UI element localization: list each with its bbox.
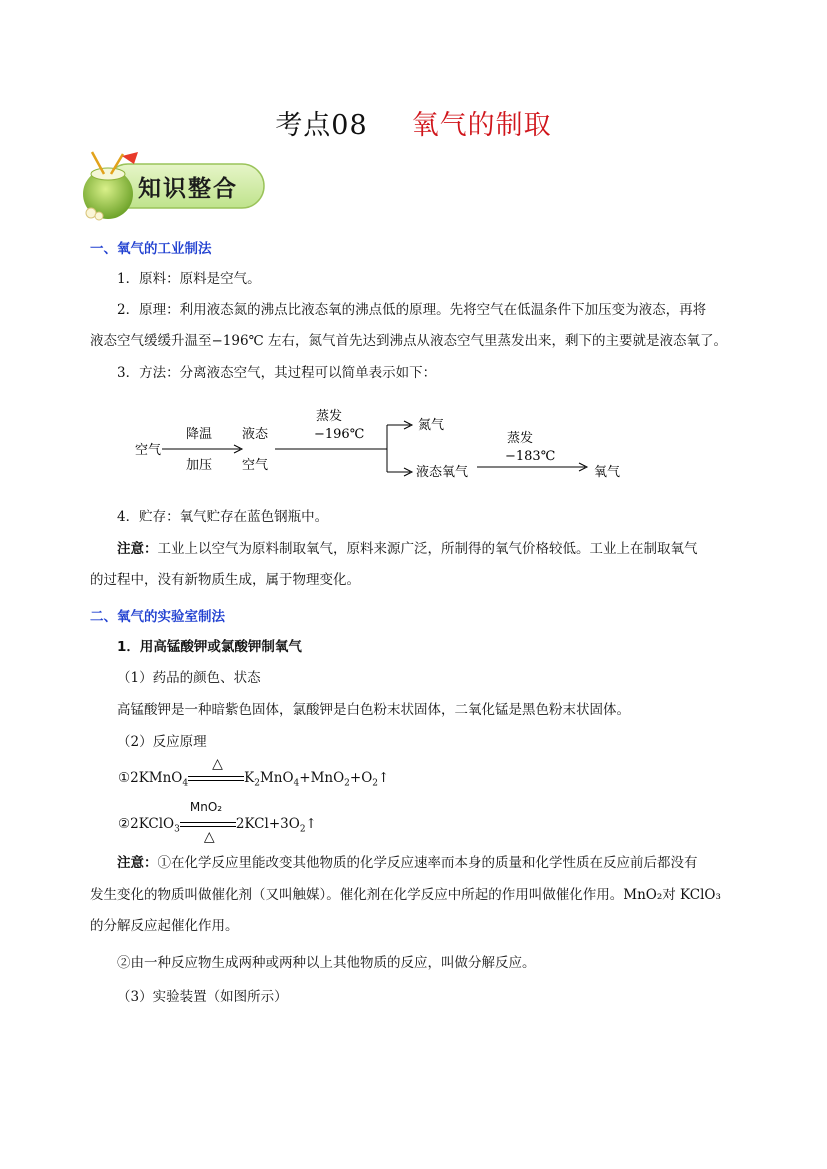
flow-step1-top: 降温 — [186, 427, 213, 442]
eq1-sub-d: 2 — [372, 778, 379, 789]
eq1-heat: △ — [212, 755, 223, 772]
section1-note-line1 — [90, 534, 750, 564]
eq2-gas-arrow: ↑ — [305, 816, 317, 832]
flow-mid-top: 液态 — [242, 427, 269, 442]
equation-2 — [118, 799, 317, 845]
flow-step1-bottom: 加压 — [186, 458, 213, 473]
eq2-condition-sign — [180, 799, 236, 845]
eq2-catalyst: MnO₂ — [189, 799, 223, 814]
section2-p1: （1）药品的颜色、状态 — [117, 670, 261, 686]
title-number: 考点08 — [275, 110, 368, 141]
flow-end: 氧气 — [594, 465, 621, 480]
eq1-sub-a: 4 — [182, 778, 189, 789]
section2-heading: 二、氧气的实验室制法 — [90, 609, 225, 625]
section2-note1-line3: 的分解反应起催化作用。 — [90, 918, 239, 934]
eq2-sub-b: 2 — [299, 824, 306, 835]
note2-label: 注意： — [117, 855, 158, 871]
section2-p1-text: 高锰酸钾是一种暗紫色固体，氯酸钾是白色粉末状固体，二氧化锰是黑色粉末状固体。 — [117, 702, 630, 718]
section1-item2-line1: 2．原理：利用液态氮的沸点比液态氧的沸点低的原理。先将空气在低温条件下加压变为液态，再将 — [117, 302, 707, 318]
section1-item3: 3．方法：分离液态空气，其过程可以简单表示如下： — [117, 365, 437, 381]
flow-start: 空气 — [135, 443, 162, 458]
badge-label: 知识整合 — [138, 176, 238, 202]
section2-sub1: 1．用高锰酸钾或氯酸钾制氧气 — [117, 639, 302, 655]
title-name: 氧气的制取 — [411, 110, 552, 141]
section1-item4: 4．贮存：氧气贮存在蓝色钢瓶中。 — [117, 509, 329, 525]
eq2-sub-a: 3 — [174, 824, 180, 835]
eq2-heat: △ — [203, 828, 215, 845]
page-title — [0, 103, 827, 142]
section2-p3: （3）实验装置（如图所示） — [117, 989, 288, 1005]
flow-mid-bottom: 空气 — [242, 458, 269, 473]
eq1-condition-sign — [188, 755, 244, 786]
note-text: 工业上以空气为原料制取氧气，原料来源广泛，所制得的氧气价格较低。工业上在制取氧气 — [157, 541, 698, 557]
eq1-gas-arrow: ↑ — [378, 770, 390, 786]
eq1-sub-k: 2 — [254, 778, 260, 789]
section2-note1-line1 — [90, 848, 750, 878]
note-label: 注意： — [117, 541, 158, 557]
note2-text: ①在化学反应里能改变其他物质的化学反应速率而本身的质量和化学性质在反应前后都没有 — [157, 855, 698, 871]
flow-step3-temp: −183℃ — [505, 449, 556, 464]
section1-item2-line2: 液态空气缓缓升温至−196℃ 左右，氮气首先达到沸点从液态空气里蒸发出来，剩下的主要就是液态氧了。 — [90, 333, 727, 349]
flow-step2-temp: −196℃ — [314, 427, 365, 442]
eq1-reactant: ①2KMnO — [118, 770, 183, 786]
eq1-mno4: MnO — [259, 770, 294, 786]
eq1-k: K — [244, 770, 255, 786]
eq2-reactant: ②2KClO — [118, 816, 175, 832]
eq2-products: 2KCl+3O — [235, 816, 300, 832]
section2-note1-line2: 发生变化的物质叫做催化剂（又叫触媒）。催化剂在化学反应中所起的作用叫做催化作用。MnO₂对 KClO₃ — [90, 887, 721, 903]
eq1-sub-c: 2 — [344, 778, 350, 789]
eq1-o2: +O — [349, 770, 373, 786]
section1-item1: 1．原料：原料是空气。 — [117, 271, 261, 287]
equation-1 — [118, 755, 390, 789]
flow-step2-label: 蒸发 — [316, 409, 343, 424]
section2-note2: ②由一种反应物生成两种或两种以上其他物质的反应，叫做分解反应。 — [117, 955, 536, 971]
flow-branch-bottom: 液态氧气 — [416, 465, 469, 480]
eq1-sub-b: 4 — [293, 778, 300, 789]
flow-branch-top: 氮气 — [418, 418, 445, 433]
flow-step3-label: 蒸发 — [507, 431, 534, 446]
knowledge-badge — [78, 150, 268, 222]
air-separation-diagram — [130, 405, 650, 485]
section2-p2: （2）反应原理 — [117, 734, 207, 750]
eq1-mno2: +MnO — [299, 770, 345, 786]
section1-note-line2: 的过程中，没有新物质生成，属于物理变化。 — [90, 572, 360, 588]
section1-heading: 一、氧气的工业制法 — [90, 241, 212, 257]
